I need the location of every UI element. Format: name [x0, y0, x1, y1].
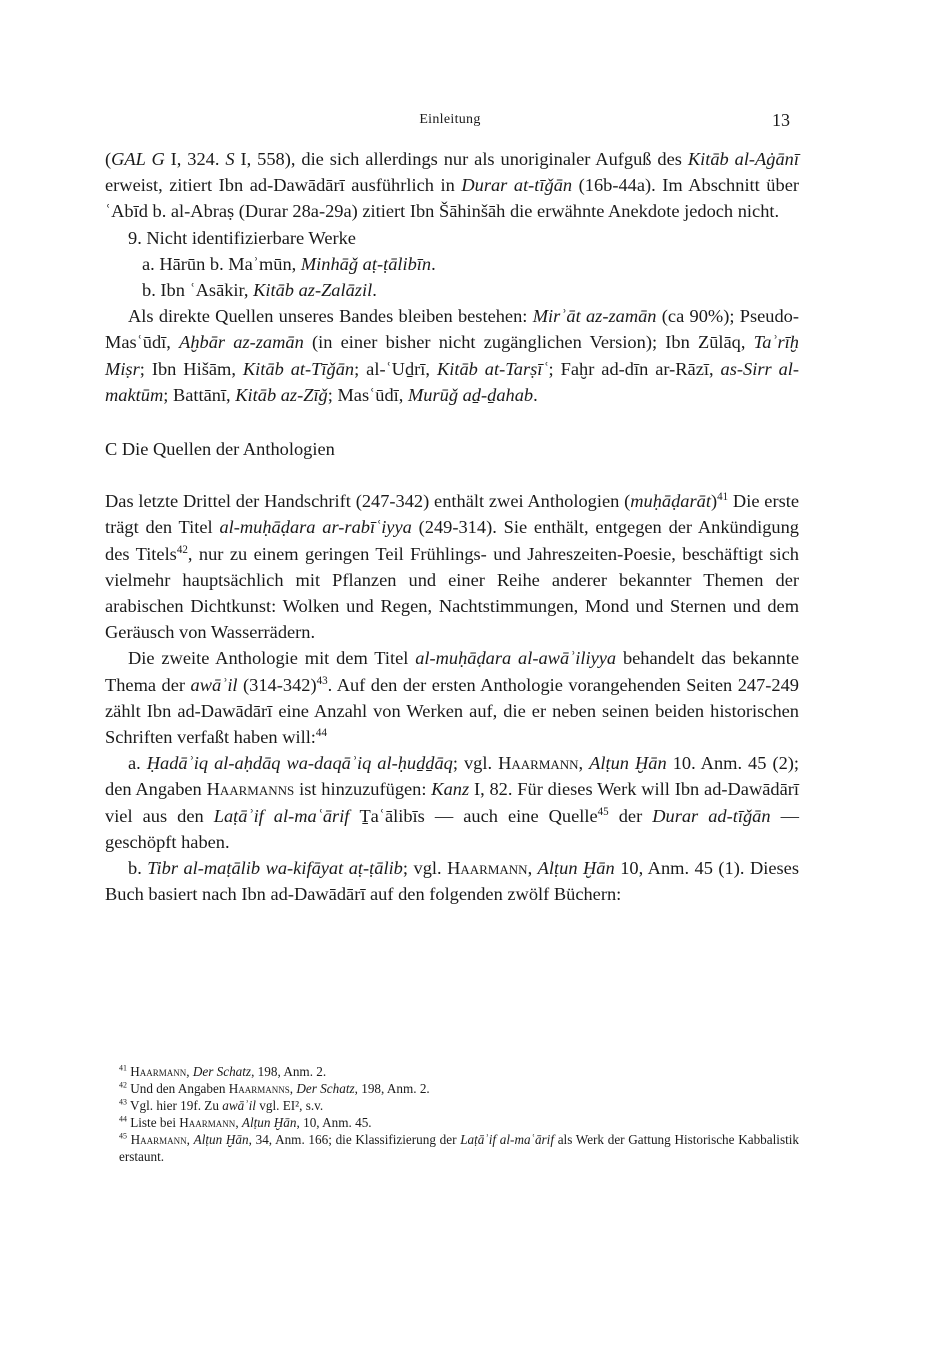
text-run: I, 324. [164, 149, 226, 169]
text-run: 10. Anm. 45 (2); den Angaben [105, 753, 799, 800]
text-run: (in einer bisher nicht zugänglichen Version); Ibn Zūlāq, [303, 332, 754, 353]
footnote-43 [105, 1097, 799, 1114]
italic-text: Kitāb az-Zalāzil [253, 280, 373, 301]
italic-text: Kanz [431, 779, 470, 800]
italic-text: muḥāḍarāt [630, 491, 711, 512]
text-run: ; vgl. [402, 858, 448, 879]
text-run: , 10, Anm. 45. [296, 1115, 372, 1130]
section-heading: C Die Quellen der Anthologien [105, 439, 335, 460]
text-run: (314-342) [237, 674, 317, 695]
text-run: Vgl. hier 19f. Zu [126, 1098, 223, 1113]
text-run: Als direkte Quellen unseres Bandes bleiben bestehen: [128, 306, 533, 327]
footnote-41 [105, 1063, 799, 1080]
italic-text: Taʾrīḫ Miṣr [105, 332, 799, 379]
text-run: ; Ibn Hišām, [139, 358, 243, 379]
footnote-45 [105, 1131, 799, 1165]
text-run: (249-314). Sie enthält, entgegen der Ankündigung des Titels [105, 517, 799, 564]
text-run: 9. Nicht identifizierbare Werke [128, 227, 356, 248]
running-head: Einleitung [419, 112, 481, 127]
italic-text: as-Sirr al-maktūm [105, 358, 800, 405]
footnote-ref: 41 [119, 1063, 127, 1073]
footnote-ref: 43 [316, 674, 328, 687]
italic-text: Der Schatz [296, 1081, 355, 1096]
text-run: b. Ibn ʿAsākir, [142, 280, 254, 301]
italic-text: Durar at-tīǧān [461, 175, 573, 196]
text-run: , [186, 1064, 193, 1079]
text-run: a. [128, 753, 147, 774]
footnote-ref: 42 [119, 1080, 127, 1090]
text-run: ; vgl. [452, 753, 499, 774]
italic-text: Alṭun Ḫān [537, 858, 615, 879]
footnote-ref: 44 [315, 726, 327, 739]
text-run: , 198, Anm. 2. [251, 1064, 327, 1079]
paragraph-gal-reference [105, 146, 799, 225]
text-run: als Werk der Gattung Historische Kabbalistik erstaunt. [119, 1132, 800, 1164]
text-run: Liste bei [126, 1115, 180, 1130]
text-run: ; Masʿūdī, [327, 384, 408, 405]
text-run: . [533, 384, 538, 405]
text-run: ( [105, 149, 112, 169]
paragraph-second-anthology [105, 645, 799, 750]
italic-text: Laṭāʾif al-maʿārif [460, 1132, 554, 1147]
author-name: Haarmann [130, 1132, 187, 1147]
author-name: Haarmanns [206, 779, 295, 800]
italic-text: Tibr al-maṭālib wa-kifāyat aṭ-ṭālib [147, 858, 403, 879]
text-run: Das letzte Drittel der Handschrift (247-342) enthält zwei Anthologien ( [105, 491, 631, 512]
text-run: — geschöpft haben. [105, 805, 799, 852]
text-run: a. Hārūn b. Maʾmūn, [142, 253, 301, 274]
italic-text: Der Schatz [192, 1064, 252, 1079]
italic-text: Kitāb at-Tīǧān [242, 358, 355, 379]
text-run: I, 82. Für dieses Werk will Ibn ad-Dawādārī viel aus den [105, 779, 799, 826]
author-name: Haarmann [130, 1064, 187, 1079]
text-run: b. [128, 858, 148, 879]
text-run: . [431, 253, 436, 274]
italic-text: S [225, 149, 235, 169]
italic-text: Alṭun Ḫān [589, 753, 667, 774]
italic-text: Alṭun Ḫān [193, 1132, 249, 1147]
text-run: , nur zu einem geringen Teil Frühlings- und Jahreszeiten-Poesie, beschäftigt sich vielmehr hauptsächlich mit Pflanzen und einer Reihe anderer bekannter Themen der arabischen Dichtkunst: Wolken und Regen, Nachtstimmungen, Mond und Sternen und dem Geräusch von Wasserrädern. [105, 543, 799, 643]
text-run: vgl. EI², s.v. [255, 1098, 324, 1113]
footnote-ref: 45 [597, 805, 609, 818]
text-run: ; al-ʿUḏrī, [354, 358, 437, 379]
text-run: Und den Angaben [126, 1081, 229, 1096]
text-run: ) [710, 491, 718, 512]
author-name: Haarmann [498, 753, 579, 774]
page-number: 13 [772, 110, 790, 130]
italic-text: Durar ad-tīǧān [652, 805, 771, 826]
italic-text: Murūǧ aḏ-ḏahab [407, 384, 534, 405]
paragraph-anthologies [105, 488, 799, 645]
text-run: , [289, 1081, 297, 1096]
italic-text: GAL G [111, 149, 165, 169]
text-run: ist hinzuzufügen: [294, 779, 432, 800]
list-heading-unidentified-works [105, 225, 799, 251]
italic-text: Kitāb al-Aġānī [687, 149, 799, 169]
footnote-44 [105, 1114, 799, 1131]
text-run: behandelt das bekannte Thema der [105, 648, 799, 695]
footnotes [105, 1063, 799, 1165]
footnote-42 [105, 1080, 799, 1097]
text-run: erweist, zitiert Ibn ad-Dawādārī ausführlich in [105, 175, 462, 196]
text-run: der [608, 805, 653, 826]
text-run: ; Battānī, [163, 384, 236, 405]
text-run: . Auf den der ersten Anthologie vorangehenden Seiten 247-249 zählt Ibn ad-Dawādārī eine Anzahl von Werken auf, die er neben seinen beiden historischen Schriften verfaßt haben will: [105, 674, 799, 748]
main-text [105, 146, 799, 907]
text-run: I, 558), die sich allerdings nur als unoriginaler Aufguß des [234, 149, 688, 169]
list-item-harun [105, 251, 799, 277]
text-run: , [527, 858, 538, 879]
paragraph-direct-sources [105, 303, 799, 408]
text-run: Die erste trägt den Titel [105, 491, 800, 538]
italic-text: Aḫbār az-zamān [179, 332, 304, 353]
italic-text: Ḥadāʾiq al-aḥdāq wa-daqāʾiq al-ḥuḏḏāq [146, 753, 453, 774]
italic-text: al-muḥāḍara ar-rabīʿiyya [219, 517, 412, 538]
text-run: 10, Anm. 45 (1). Dieses Buch basiert nach Ibn ad-Dawādārī auf den folgenden zwölf Büchern: [105, 858, 800, 905]
footnote-ref: 43 [119, 1097, 127, 1107]
list-item-tibr [105, 855, 799, 907]
text-run: , 34, Anm. 166; die Klassifizierung der [248, 1132, 461, 1147]
author-name: Haarmanns [228, 1081, 290, 1096]
author-name: Haarmann [447, 858, 528, 879]
text-run: , [578, 753, 590, 774]
footnote-ref: 45 [119, 1131, 127, 1141]
text-run: , 198, Anm. 2. [354, 1081, 430, 1096]
text-run: ; Faḫr ad-dīn ar-Rāzī, [548, 358, 721, 379]
text-run: , [235, 1115, 242, 1130]
author-name: Haarmann [179, 1115, 236, 1130]
italic-text: Mirʾāt az-zamān [532, 306, 657, 327]
italic-text: Alṭun Ḫān [241, 1115, 297, 1130]
italic-text: Kitāb at-Tarṣīʿ [436, 358, 549, 379]
list-item-ibn-asakir [105, 277, 799, 303]
footnote-ref: 42 [176, 543, 188, 556]
italic-text: Minhāǧ aṭ-ṭālibīn [300, 253, 432, 274]
text-run: . [372, 280, 377, 301]
list-item-hadaiq [105, 750, 799, 855]
italic-text: awāʾil [222, 1098, 256, 1113]
italic-text: awāʾil [190, 674, 238, 695]
text-run: , [186, 1132, 194, 1147]
italic-text: al-muḥāḍara al-awāʾiliyya [415, 648, 617, 669]
text-run: (16b-44a). Im Abschnitt über ʿAbīd b. al-Abraṣ (Durar 28a-29a) zitiert Ibn Šāhinšāh die erwähnte Anekdote jedoch nicht. [105, 175, 799, 222]
footnote-ref: 41 [717, 491, 729, 504]
italic-text: Laṭāʾif al-maʿārif [213, 805, 350, 826]
text-run: (ca 90%); Pseudo-Masʿūdī, [105, 306, 799, 353]
footnote-ref: 44 [119, 1114, 127, 1124]
italic-text: Kitāb az-Zīǧ [235, 384, 328, 405]
text-run: Die zweite Anthologie mit dem Titel [128, 648, 416, 669]
text-run: Ṯaʿālibīs — auch eine Quelle [349, 805, 598, 826]
